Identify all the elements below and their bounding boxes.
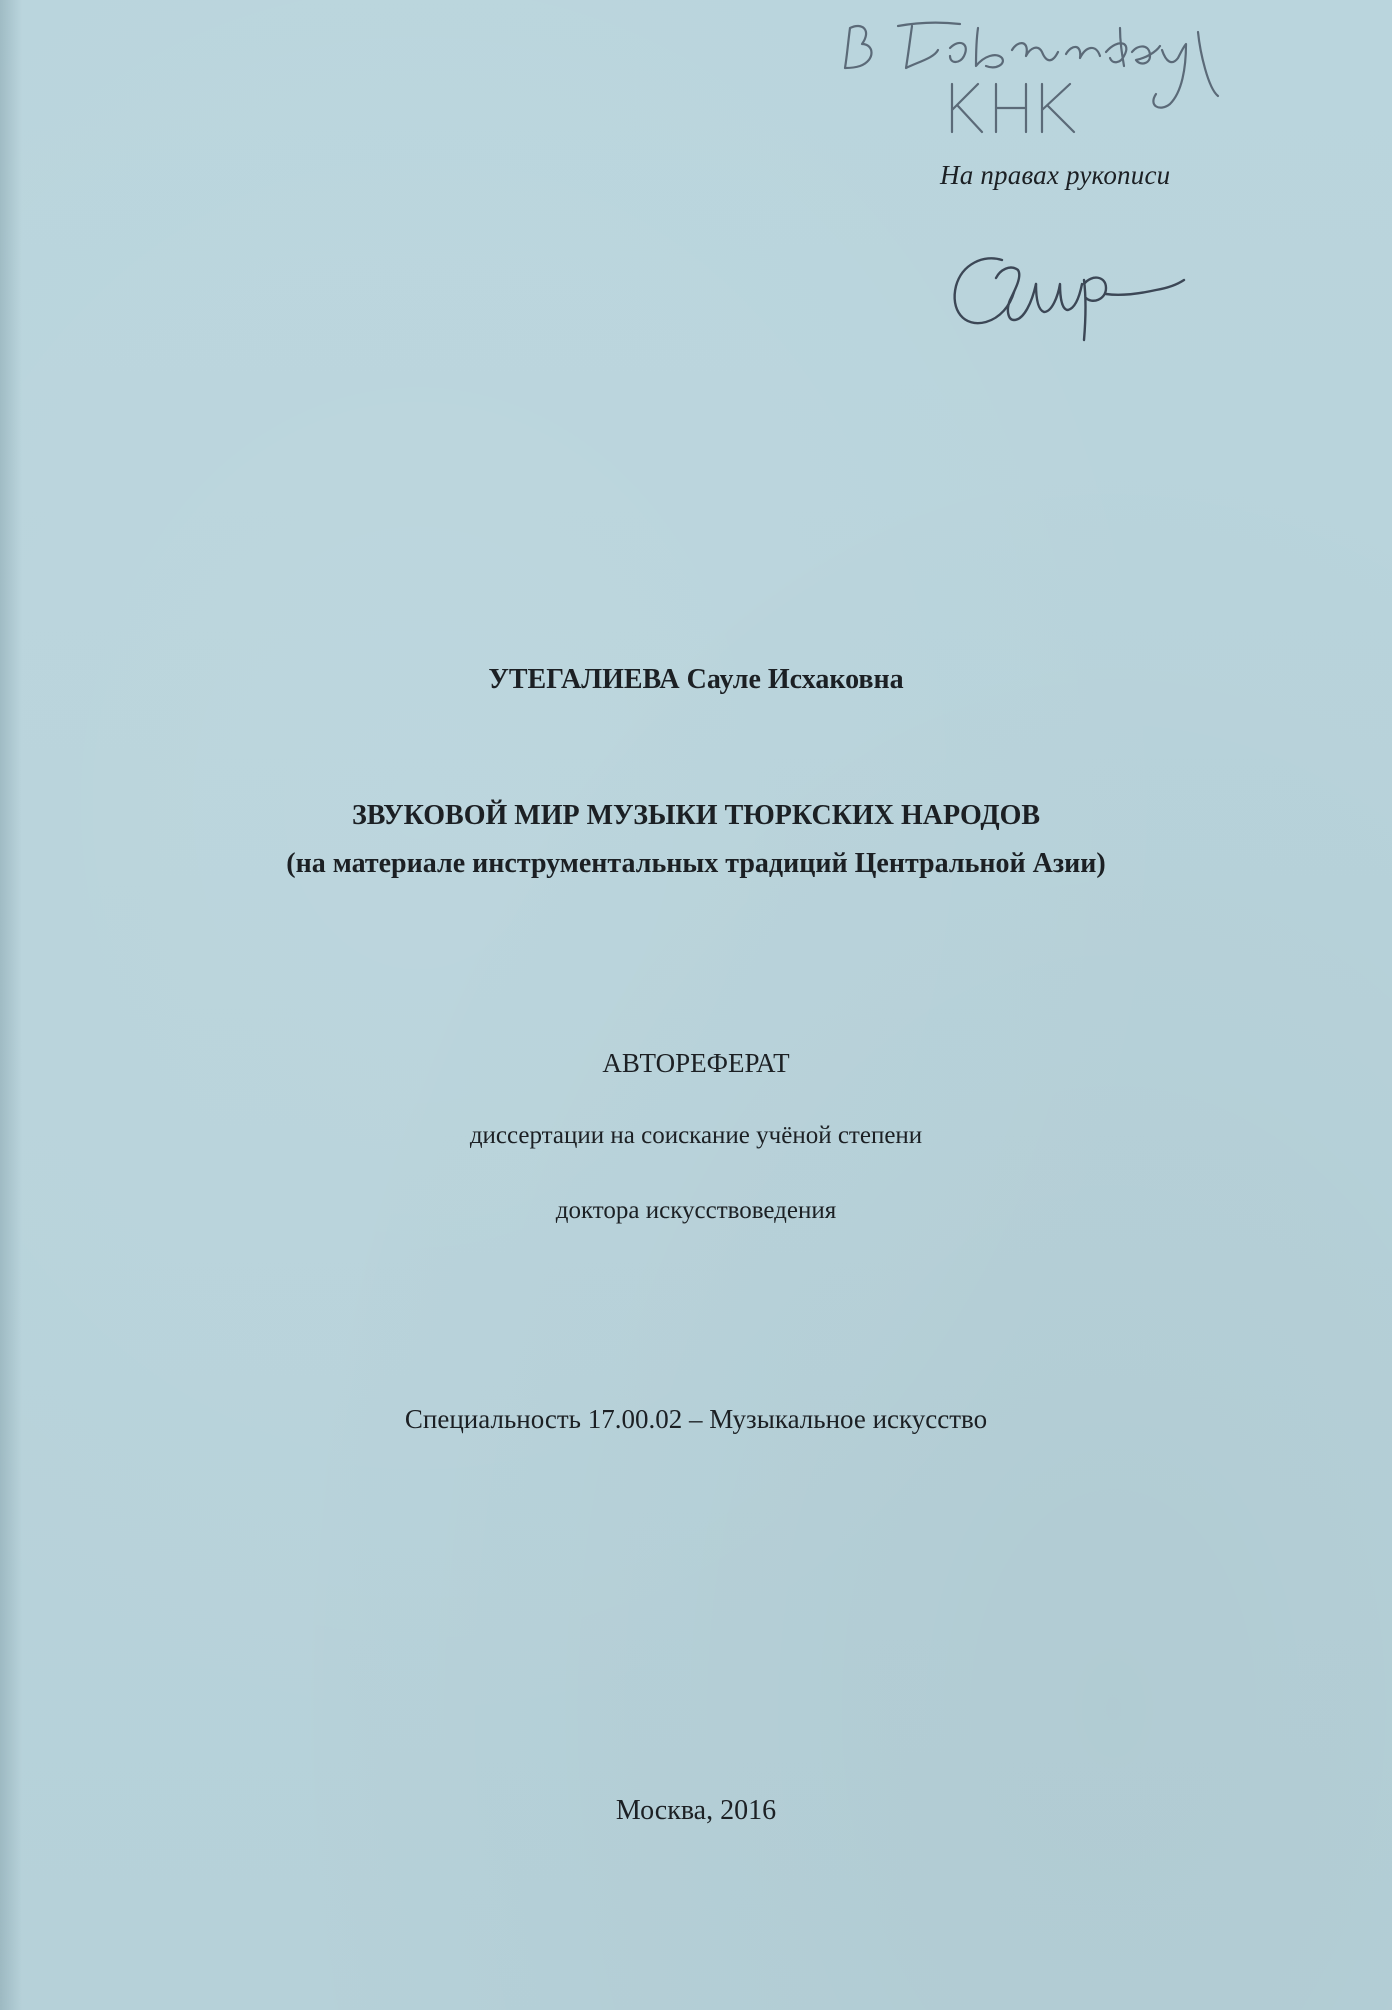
document-title: ЗВУКОВОЙ МИР МУЗЫКИ ТЮРКСКИХ НАРОДОВ	[351, 800, 1041, 831]
degree-line-1: диссертации на соискание учёной степени	[469, 1122, 923, 1149]
place-and-year: Москва, 2016	[615, 1795, 777, 1826]
specialty-line: Специальность 17.00.02 – Музыкальное искусство	[404, 1404, 988, 1434]
author-line	[0, 664, 1392, 696]
handwritten-note	[820, 8, 1300, 148]
document-subtitle: (на материале инструментальных традиций Центральной Азии)	[286, 848, 1106, 879]
page-edge-shadow	[0, 0, 22, 2010]
degree-line-2: доктора искусствоведения	[555, 1197, 837, 1224]
document-type: АВТОРЕФЕРАТ	[602, 1048, 790, 1078]
author-surname: УТЕГАЛИЕВА	[488, 664, 680, 695]
signature	[940, 240, 1190, 350]
rights-note: На правах рукописи	[940, 160, 1171, 190]
author-given-names: Сауле Исхаковна	[686, 664, 904, 695]
